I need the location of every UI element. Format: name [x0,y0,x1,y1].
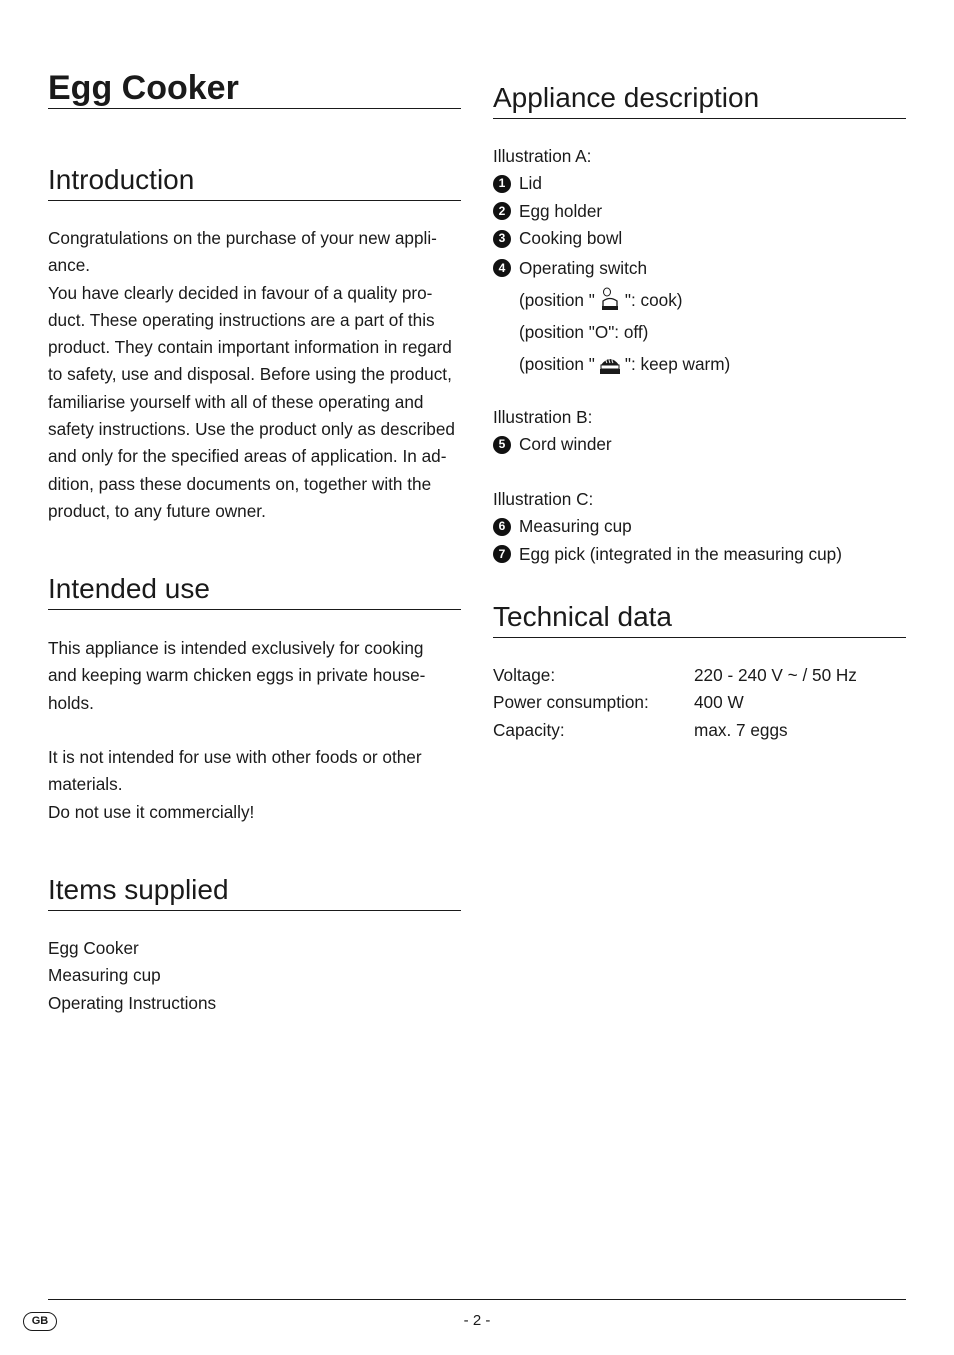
table-row [493,689,906,716]
appliance-description-heading: Appliance description [493,81,906,119]
switch-position-warm [493,348,906,380]
intended-use-text [48,635,461,826]
number-badge: 5 [493,436,511,454]
spec-value: 220 - 240 V ~ / 50 Hz [694,665,857,685]
list-item [493,198,906,225]
items-supplied-heading: Items supplied [48,873,461,911]
text-line: and keeping warm chicken eggs in private house- [48,665,426,686]
position-prefix: (position " [519,353,595,374]
introduction-heading: Introduction [48,163,461,201]
illustration-label: Illustration A: [493,146,592,166]
position-suffix: ": cook) [624,289,683,310]
text-line: Congratulations on the purchase of your new appli- [48,228,437,248]
list-item: Egg Cooker [48,938,139,958]
illustration-label: Illustration B: [493,407,593,428]
page-number: - 2 - [463,1312,491,1329]
switch-position-cook [493,284,906,316]
intended-use-heading: Intended use [48,572,461,610]
table-row [493,717,906,744]
illustration-label: Illustration C: [493,489,594,510]
spec-label: Capacity: [493,719,565,740]
text-line: and only for the specified areas of application. In ad- [48,446,447,467]
text-line: This appliance is intended exclusively for cooking [48,638,424,658]
egg-cook-icon [597,287,623,313]
item-label: Operating switch [519,257,648,278]
text-line: You have clearly decided in favour of a quality pro- [48,282,433,303]
text-line: safety instructions. Use the product only as described [48,419,455,440]
footer-divider [48,1299,906,1300]
position-prefix: (position " [519,289,595,310]
spec-value: max. 7 eggs [694,719,788,740]
technical-data-heading: Technical data [493,600,906,638]
text-line: ance. [48,255,91,276]
item-label: Measuring cup [519,516,632,537]
text-line: to safety, use and disposal. Before using the product, [48,364,452,385]
list-item [493,225,906,252]
spec-value: 400 W [694,692,744,713]
switch-position-off [493,316,906,348]
list-item [493,431,906,458]
item-label: Cooking bowl [519,227,623,248]
number-badge: 6 [493,518,511,536]
text-line: duct. These operating instructions are a part of this [48,309,435,330]
position-off-text: (position "O": off) [519,321,649,342]
text-line: materials. [48,774,123,795]
number-badge: 4 [493,259,511,277]
appliance-description-list [493,143,906,568]
item-label: Lid [519,173,542,194]
text-line: It is not intended for use with other foods or other [48,747,422,768]
document-title: Egg Cooker [48,68,461,109]
item-label: Egg holder [519,200,603,221]
item-label: Egg pick (integrated in the measuring cup) [519,543,842,564]
list-item: Operating Instructions [48,992,217,1013]
text-line: product. They contain important information in regard [48,337,452,358]
number-badge: 7 [493,545,511,563]
list-item [493,170,906,197]
text-line: Do not use it commercially! [48,801,255,822]
position-suffix: ": keep warm) [624,353,731,374]
spec-label: Power consumption: [493,692,649,713]
technical-data-table [493,662,906,744]
table-row [493,662,906,689]
text-line: holds. [48,692,94,713]
spec-label: Voltage: [493,665,556,685]
introduction-text [48,225,461,525]
list-item [493,513,906,540]
text-line: familiarise yourself with all of these operating and [48,391,424,412]
country-badge: GB [23,1312,57,1331]
number-badge: 2 [493,202,511,220]
list-item [493,541,906,568]
number-badge: 1 [493,175,511,193]
list-item [493,252,906,284]
text-line: dition, pass these documents on, together with the [48,473,432,494]
keep-warm-icon [597,351,623,377]
list-item: Measuring cup [48,965,161,986]
item-label: Cord winder [519,434,612,455]
number-badge: 3 [493,230,511,248]
items-supplied-list [48,935,461,1017]
text-line: product, to any future owner. [48,500,266,521]
